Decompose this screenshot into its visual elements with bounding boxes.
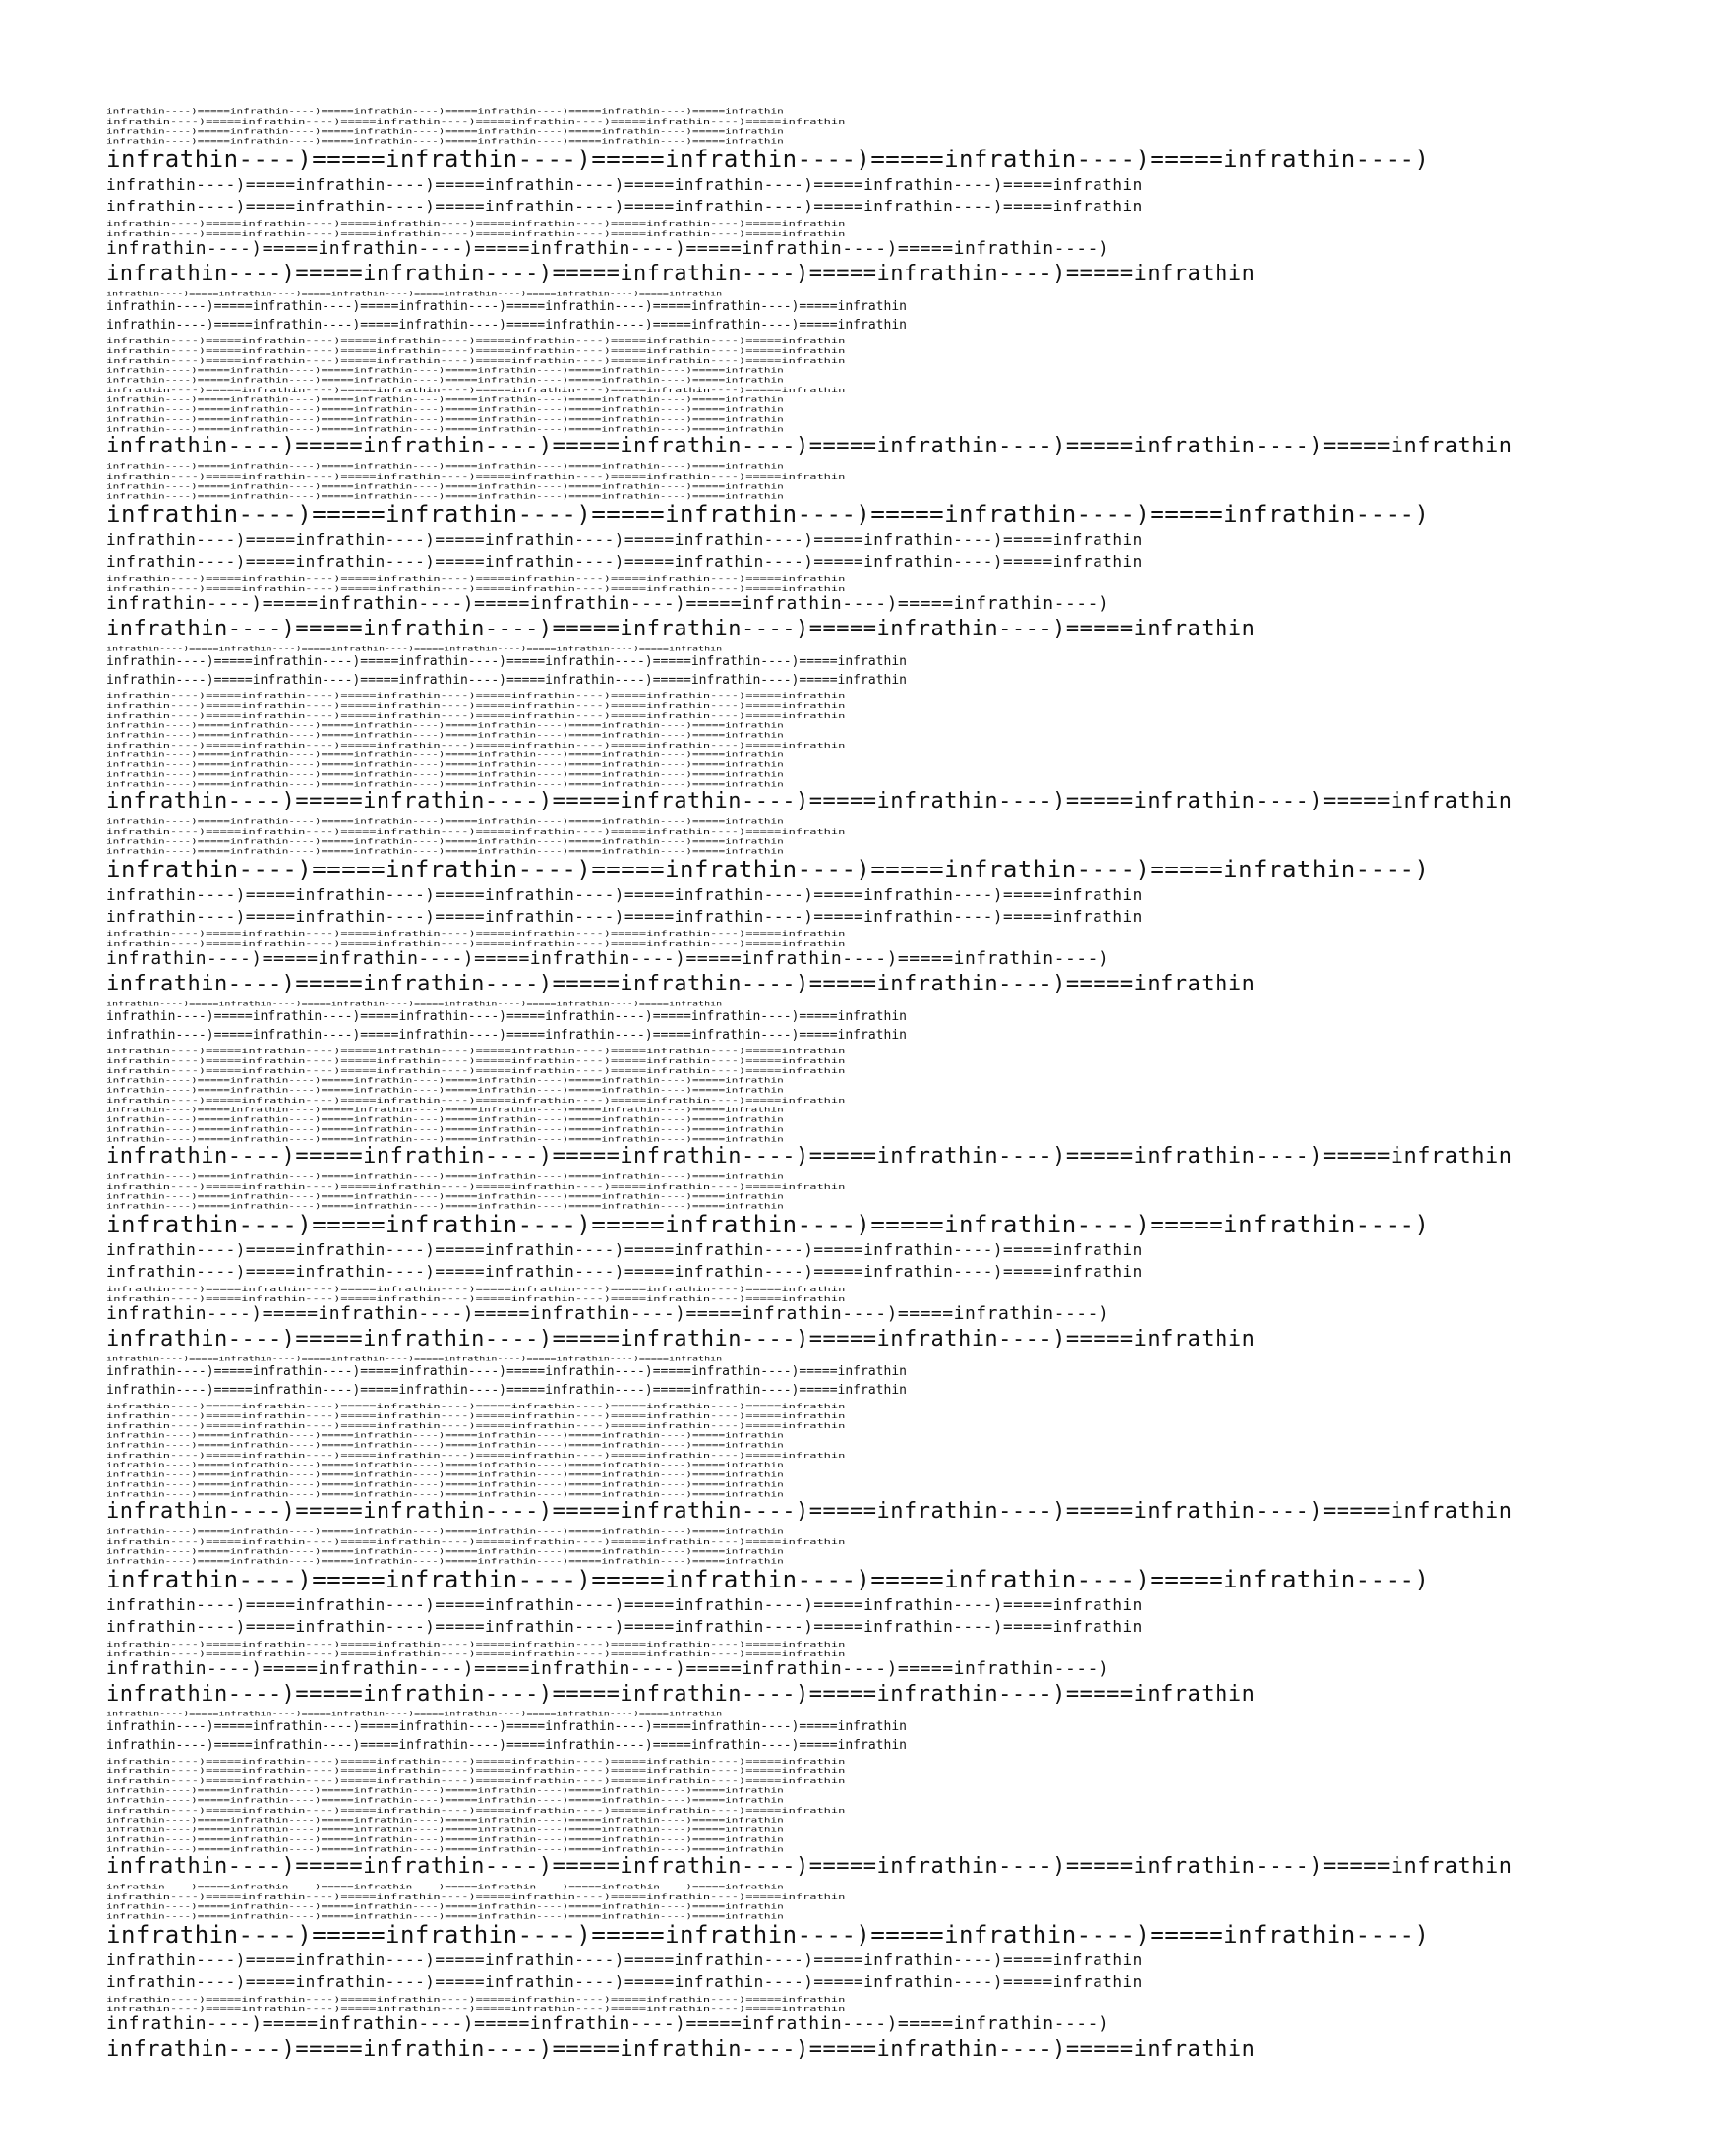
text-art-row: infrathin----)=====infrathin----)=====infrathin----)=====infrathin----)=====infrathin----) bbox=[106, 595, 1110, 613]
text-art-row: infrathin----)=====infrathin----)=====infrathin----)=====infrathin----)=====infrathin----)=====infrathin bbox=[106, 1836, 784, 1843]
text-art-row: infrathin----)=====infrathin----)=====infrathin----)=====infrathin----)=====infrathin----)=====infrathin bbox=[106, 2006, 846, 2013]
text-art-row: infrathin----)=====infrathin----)=====infrathin----)=====infrathin----)=====infrathin----)=====infrathin bbox=[106, 1097, 846, 1105]
text-art-row: infrathin----)=====infrathin----)=====infrathin----)=====infrathin----)=====infrathin----)=====infrathin bbox=[106, 732, 784, 739]
text-art-row: infrathin----)=====infrathin----)=====infrathin----)=====infrathin----)=====infrathin----) bbox=[106, 240, 1110, 258]
text-art-row: infrathin----)=====infrathin----)=====infrathin----)=====infrathin----)=====infrathin----)=====infrathin bbox=[106, 1538, 846, 1546]
text-art-row: infrathin----)=====infrathin----)=====infrathin----)=====infrathin----)=====infrathin----)=====infrathin bbox=[106, 692, 846, 700]
text-art-row: infrathin----)=====infrathin----)=====infrathin----)=====infrathin----)=====infrathin----)=====infrathin bbox=[106, 1481, 784, 1488]
text-art-row: infrathin----)=====infrathin----)=====infrathin----)=====infrathin----)=====infrathin----)=====infrathin bbox=[106, 108, 784, 115]
text-art-row: infrathin----)=====infrathin----)=====infrathin----)=====infrathin----)=====infrathin----)=====infrathin bbox=[106, 1286, 846, 1293]
text-art-row: infrathin----)=====infrathin----)=====infrathin----)=====infrathin----)=====infrathin----)=====infrathin bbox=[106, 771, 784, 778]
text-art-row: infrathin----)=====infrathin----)=====infrathin----)=====infrathin----)=====infrathin----) bbox=[106, 858, 1430, 881]
text-art-row: infrathin----)=====infrathin----)=====infrathin----)=====infrathin----)=====infrathin----)=====infrathin bbox=[106, 742, 846, 749]
text-art-row: infrathin----)=====infrathin----)=====infrathin----)=====infrathin----)=====infrathin----)=====infrathin bbox=[106, 387, 846, 394]
text-art-row: infrathin----)=====infrathin----)=====infrathin----)=====infrathin----)=====infrathin----)=====infrathin bbox=[106, 930, 846, 938]
text-art-row: infrathin----)=====infrathin----)=====infrathin----)=====infrathin----)=====infrathin----)=====infrathin bbox=[106, 357, 846, 365]
text-art-row: infrathin----)=====infrathin----)=====infrathin----)=====infrathin----)=====infrathin----)=====infrathin bbox=[106, 1001, 723, 1008]
text-art-row: infrathin----)=====infrathin----)=====infrathin----)=====infrathin----)=====infrathin----)=====infrathin bbox=[106, 554, 1143, 569]
text-art-row: infrathin----)=====infrathin----)=====infrathin----)=====infrathin----)=====infrathin----) bbox=[106, 1305, 1110, 1323]
text-art-row: infrathin----)=====infrathin----)=====infrathin----)=====infrathin----)=====infrathin----) bbox=[106, 1213, 1430, 1236]
text-art-row: infrathin----)=====infrathin----)=====infrathin----)=====infrathin----)=====infrathin----)=====infrathin bbox=[106, 751, 784, 758]
text-art-row: infrathin----)=====infrathin----)=====infrathin----)=====infrathin----)=====infrathin----)=====infrathin bbox=[106, 1403, 846, 1410]
text-art-row: infrathin----)=====infrathin----)=====infrathin----)=====infrathin----)=====infrathin----)=====infrathin bbox=[106, 1264, 1143, 1280]
text-art-row: infrathin----)=====infrathin----)=====infrathin----)=====infrathin----)=====infrathin----)=====infrathin bbox=[106, 1501, 1513, 1523]
text-art-row: infrathin----)=====infrathin----)=====infrathin----)=====infrathin----)=====infrathin----)=====infrathin bbox=[106, 426, 784, 433]
text-art-row: infrathin----)=====infrathin----)=====infrathin----)=====infrathin----)=====infrathin----)=====infrathin bbox=[106, 1996, 846, 2004]
text-art-row: infrathin----)=====infrathin----)=====infrathin----)=====infrathin----)=====infrathin----)=====infrathin bbox=[106, 319, 907, 331]
text-art-row: infrathin----)=====infrathin----)=====infrathin----)=====infrathin----)=====infrathin----)=====infrathin bbox=[106, 1711, 723, 1718]
text-art-row: infrathin----)=====infrathin----)=====infrathin----)=====infrathin----)=====infrathin----)=====infrathin bbox=[106, 818, 784, 825]
text-art-row: infrathin----)=====infrathin----)=====infrathin----)=====infrathin----)=====infrathin bbox=[106, 1684, 1256, 1706]
text-art-row: infrathin----)=====infrathin----)=====infrathin----)=====infrathin----)=====infrathin----)=====infrathin bbox=[106, 1827, 784, 1833]
text-art-row: infrathin----)=====infrathin----)=====infrathin----)=====infrathin----)=====infrathin----)=====infrathin bbox=[106, 1846, 784, 1853]
text-art-row: infrathin----)=====infrathin----)=====infrathin----)=====infrathin----)=====infrathin----)=====infrathin bbox=[106, 1491, 784, 1498]
text-art-row: infrathin----)=====infrathin----)=====infrathin----)=====infrathin----)=====infrathin----)=====infrathin bbox=[106, 781, 784, 788]
text-art-row: infrathin----)=====infrathin----)=====infrathin----)=====infrathin----)=====infrathin----)=====infrathin bbox=[106, 1295, 846, 1303]
text-art-row: infrathin----)=====infrathin----)=====infrathin----)=====infrathin----)=====infrathin----)=====infrathin bbox=[106, 838, 784, 845]
text-art-row: infrathin----)=====infrathin----)=====infrathin----)=====infrathin----)=====infrathin----)=====infrathin bbox=[106, 1548, 784, 1555]
text-art-row: infrathin----)=====infrathin----)=====infrathin----)=====infrathin----)=====infrathin----)=====infrathin bbox=[106, 1597, 1143, 1613]
text-art-row: infrathin----)=====infrathin----)=====infrathin----)=====infrathin----)=====infrathin----) bbox=[106, 1923, 1430, 1946]
text-art-row: infrathin----)=====infrathin----)=====infrathin----)=====infrathin----)=====infrathin----)=====infrathin bbox=[106, 1412, 846, 1420]
text-art-row: infrathin----)=====infrathin----)=====infrathin----)=====infrathin----)=====infrathin----)=====infrathin bbox=[106, 436, 1513, 457]
text-art-row: infrathin----)=====infrathin----)=====infrathin----)=====infrathin----)=====infrathin----)=====infrathin bbox=[106, 347, 846, 355]
text-art-row: infrathin----)=====infrathin----)=====infrathin----)=====infrathin----)=====infrathin----)=====infrathin bbox=[106, 1528, 784, 1535]
text-art-row: infrathin----)=====infrathin----)=====infrathin----)=====infrathin----)=====infrathin----)=====infrathin bbox=[106, 1136, 784, 1143]
text-art-row: infrathin----)=====infrathin----)=====infrathin----)=====infrathin----)=====infrathin----)=====infrathin bbox=[106, 791, 1513, 812]
text-art-row: infrathin----)=====infrathin----)=====infrathin----)=====infrathin----)=====infrathin----)=====infrathin bbox=[106, 1903, 784, 1910]
text-art-row: infrathin----)=====infrathin----)=====infrathin----)=====infrathin----)=====infrathin----)=====infrathin bbox=[106, 1067, 846, 1075]
text-art-row: infrathin----)=====infrathin----)=====infrathin----)=====infrathin----)=====infrathin----)=====infrathin bbox=[106, 118, 846, 126]
text-art-row: infrathin----)=====infrathin----)=====infrathin----)=====infrathin----)=====infrathin----)=====infrathin bbox=[106, 1619, 1143, 1635]
text-art-row: infrathin----)=====infrathin----)=====infrathin----)=====infrathin----)=====infrathin----)=====infrathin bbox=[106, 1432, 784, 1439]
text-art-row: infrathin----)=====infrathin----)=====infrathin----)=====infrathin----)=====infrathin----)=====infrathin bbox=[106, 300, 907, 313]
text-art-row: infrathin----)=====infrathin----)=====infrathin----)=====infrathin----)=====infrathin----)=====infrathin bbox=[106, 1817, 784, 1824]
text-art-row: infrathin----)=====infrathin----)=====infrathin----)=====infrathin----)=====infrathin----)=====infrathin bbox=[106, 1720, 907, 1733]
text-art-row: infrathin----)=====infrathin----)=====infrathin----)=====infrathin----)=====infrathin----)=====infrathin bbox=[106, 1146, 1513, 1168]
text-art-row: infrathin----)=====infrathin----)=====infrathin----)=====infrathin----)=====infrathin----)=====infrathin bbox=[106, 1173, 784, 1180]
text-art-row: infrathin----)=====infrathin----)=====infrathin----)=====infrathin----)=====infrathin----) bbox=[106, 1568, 1430, 1591]
text-art-row: infrathin----)=====infrathin----)=====infrathin----)=====infrathin----)=====infrathin----)=====infrathin bbox=[106, 406, 784, 413]
text-art-row: infrathin----)=====infrathin----)=====infrathin----)=====infrathin----)=====infrathin----)=====infrathin bbox=[106, 1365, 907, 1378]
text-art-row: infrathin----)=====infrathin----)=====infrathin----)=====infrathin----)=====infrathin----)=====infrathin bbox=[106, 377, 784, 384]
text-art-row: infrathin----)=====infrathin----)=====infrathin----)=====infrathin----)=====infrathin----)=====infrathin bbox=[106, 138, 784, 145]
text-art-row: infrathin----)=====infrathin----)=====infrathin----)=====infrathin----)=====infrathin----)=====infrathin bbox=[106, 291, 723, 298]
text-art-row: infrathin----)=====infrathin----)=====infrathin----)=====infrathin----)=====infrathin----) bbox=[106, 1660, 1110, 1678]
text-art-row: infrathin----)=====infrathin----)=====infrathin----)=====infrathin----)=====infrathin----)=====infrathin bbox=[106, 1913, 784, 1920]
text-art-row: infrathin----)=====infrathin----)=====infrathin----)=====infrathin----)=====infrathin----)=====infrathin bbox=[106, 1650, 846, 1658]
text-art-row: infrathin----)=====infrathin----)=====infrathin----)=====infrathin----)=====infrathin----)=====infrathin bbox=[106, 712, 846, 720]
text-art-row: infrathin----)=====infrathin----)=====infrathin----)=====infrathin----)=====infrathin----)=====infrathin bbox=[106, 1739, 907, 1752]
text-art-row: infrathin----)=====infrathin----)=====infrathin----)=====infrathin----)=====infrathin----)=====infrathin bbox=[106, 220, 846, 228]
text-art-row: infrathin----)=====infrathin----)=====infrathin----)=====infrathin----)=====infrathin----)=====infrathin bbox=[106, 848, 784, 855]
text-art-row: infrathin----)=====infrathin----)=====infrathin----)=====infrathin----)=====infrathin----)=====infrathin bbox=[106, 1356, 723, 1363]
text-art-row: infrathin----)=====infrathin----)=====infrathin----)=====infrathin----)=====infrathin----)=====infrathin bbox=[106, 396, 784, 403]
text-art-row: infrathin----)=====infrathin----)=====infrathin----)=====infrathin----)=====infrathin----)=====infrathin bbox=[106, 1116, 784, 1123]
text-art-row: infrathin----)=====infrathin----)=====infrathin----)=====infrathin----)=====infrathin----)=====infrathin bbox=[106, 1777, 846, 1785]
text-art-row: infrathin----)=====infrathin----)=====infrathin----)=====infrathin----)=====infrathin----)=====infrathin bbox=[106, 1087, 784, 1094]
text-art-row: infrathin----)=====infrathin----)=====infrathin----)=====infrathin----)=====infrathin----) bbox=[106, 950, 1110, 968]
text-art-row: infrathin----)=====infrathin----)=====infrathin----)=====infrathin----)=====infrathin----)=====infrathin bbox=[106, 1077, 784, 1084]
text-art-row: infrathin----)=====infrathin----)=====infrathin----)=====infrathin----)=====infrathin----)=====infrathin bbox=[106, 337, 846, 345]
text-art-row: infrathin----)=====infrathin----)=====infrathin----)=====infrathin----)=====infrathin----)=====infrathin bbox=[106, 1126, 784, 1133]
text-art-row: infrathin----)=====infrathin----)=====infrathin----)=====infrathin----)=====infrathin----)=====infrathin bbox=[106, 1952, 1143, 1968]
text-art-row: infrathin----)=====infrathin----)=====infrathin----)=====infrathin----)=====infrathin----)=====infrathin bbox=[106, 1203, 784, 1210]
text-art-row: infrathin----)=====infrathin----)=====infrathin----)=====infrathin----)=====infrathin----)=====infrathin bbox=[106, 655, 907, 668]
text-art-row: infrathin----)=====infrathin----)=====infrathin----)=====infrathin----)=====infrathin----)=====infrathin bbox=[106, 128, 784, 135]
text-art-row: infrathin----)=====infrathin----)=====infrathin----)=====infrathin----)=====infrathin----)=====infrathin bbox=[106, 722, 784, 729]
text-art-row: infrathin----)=====infrathin----)=====infrathin----)=====infrathin----)=====infrathin----)=====infrathin bbox=[106, 1442, 784, 1449]
text-art-row: infrathin----)=====infrathin----)=====infrathin----)=====infrathin----)=====infrathin----)=====infrathin bbox=[106, 585, 846, 593]
text-art-row: infrathin----)=====infrathin----)=====infrathin----)=====infrathin----)=====infrathin----) bbox=[106, 148, 1430, 171]
text-art-row: infrathin----)=====infrathin----)=====infrathin----)=====infrathin----)=====infrathin----)=====infrathin bbox=[106, 1057, 846, 1065]
text-art-row: infrathin----)=====infrathin----)=====infrathin----)=====infrathin----)=====infrathin----)=====infrathin bbox=[106, 493, 784, 500]
text-art-row: infrathin----)=====infrathin----)=====infrathin----)=====infrathin----)=====infrathin----)=====infrathin bbox=[106, 367, 784, 374]
text-art-row: infrathin----)=====infrathin----)=====infrathin----)=====infrathin----)=====infrathin----) bbox=[106, 2015, 1110, 2033]
text-art-row: infrathin----)=====infrathin----)=====infrathin----)=====infrathin----)=====infrathin----)=====infrathin bbox=[106, 1758, 846, 1766]
text-art-row: infrathin----)=====infrathin----)=====infrathin----)=====infrathin----)=====infrathin----)=====infrathin bbox=[106, 416, 784, 423]
text-art-row: infrathin----)=====infrathin----)=====infrathin----)=====infrathin----)=====infrathin----)=====infrathin bbox=[106, 230, 846, 238]
text-art-row: infrathin----)=====infrathin----)=====infrathin----)=====infrathin----)=====infrathin----)=====infrathin bbox=[106, 1242, 1143, 1258]
text-art-row: infrathin----)=====infrathin----)=====infrathin----)=====infrathin----)=====infrathin----)=====infrathin bbox=[106, 1193, 784, 1200]
text-art-row: infrathin----)=====infrathin----)=====infrathin----)=====infrathin----)=====infrathin----)=====infrathin bbox=[106, 1422, 846, 1430]
text-art-row: infrathin----)=====infrathin----)=====infrathin----)=====infrathin----)=====infrathin----)=====infrathin bbox=[106, 1856, 1513, 1878]
text-art-row: infrathin----)=====infrathin----)=====infrathin----)=====infrathin----)=====infrathin bbox=[106, 264, 1256, 285]
text-art-row: infrathin----)=====infrathin----)=====infrathin----)=====infrathin----)=====infrathin----)=====infrathin bbox=[106, 1048, 846, 1055]
text-art-row: infrathin----)=====infrathin----)=====infrathin----)=====infrathin----)=====infrathin----)=====infrathin bbox=[106, 674, 907, 687]
text-art-row: infrathin----)=====infrathin----)=====infrathin----)=====infrathin----)=====infrathin----)=====infrathin bbox=[106, 940, 846, 948]
text-art-row: infrathin----)=====infrathin----)=====infrathin----)=====infrathin----)=====infrathin----)=====infrathin bbox=[106, 1471, 784, 1478]
text-art-row: infrathin----)=====infrathin----)=====infrathin----)=====infrathin----)=====infrathin----)=====infrathin bbox=[106, 1797, 784, 1804]
text-art-row: infrathin----)=====infrathin----)=====infrathin----)=====infrathin----)=====infrathin----)=====infrathin bbox=[106, 1452, 846, 1460]
text-art-row: infrathin----)=====infrathin----)=====infrathin----)=====infrathin----)=====infrathin bbox=[106, 974, 1256, 995]
text-art-row: infrathin----)=====infrathin----)=====infrathin----)=====infrathin----)=====infrathin----)=====infrathin bbox=[106, 575, 846, 583]
text-art-row: infrathin----)=====infrathin----)=====infrathin----)=====infrathin----)=====infrathin----)=====infrathin bbox=[106, 1641, 846, 1648]
text-art-row: infrathin----)=====infrathin----)=====infrathin----)=====infrathin----)=====infrathin----)=====infrathin bbox=[106, 909, 1143, 925]
text-art-row: infrathin----)=====infrathin----)=====infrathin----)=====infrathin----)=====infrathin----)=====infrathin bbox=[106, 483, 784, 490]
text-art-row: infrathin----)=====infrathin----)=====infrathin----)=====infrathin----)=====infrathin----)=====infrathin bbox=[106, 1462, 784, 1468]
text-art-row: infrathin----)=====infrathin----)=====infrathin----)=====infrathin----)=====infrathin bbox=[106, 2039, 1256, 2061]
text-art-row: infrathin----)=====infrathin----)=====infrathin----)=====infrathin----)=====infrathin----)=====infrathin bbox=[106, 1787, 784, 1794]
text-art-row: infrathin----)=====infrathin----)=====infrathin----)=====infrathin----)=====infrathin bbox=[106, 1329, 1256, 1350]
text-art-row: infrathin----)=====infrathin----)=====infrathin----)=====infrathin----)=====infrathin----)=====infrathin bbox=[106, 532, 1143, 548]
text-art-row: infrathin----)=====infrathin----)=====infrathin----)=====infrathin----)=====infrathin----)=====infrathin bbox=[106, 1974, 1143, 1990]
text-art-row: infrathin----)=====infrathin----)=====infrathin----)=====infrathin----)=====infrathin----)=====infrathin bbox=[106, 828, 846, 836]
text-art-row: infrathin----)=====infrathin----)=====infrathin----)=====infrathin----)=====infrathin----)=====infrathin bbox=[106, 1010, 907, 1023]
text-art-row: infrathin----)=====infrathin----)=====infrathin----)=====infrathin----)=====infrathin----)=====infrathin bbox=[106, 1183, 846, 1191]
text-art-row: infrathin----)=====infrathin----)=====infrathin----)=====infrathin----)=====infrathin----)=====infrathin bbox=[106, 702, 846, 710]
text-art-row: infrathin----)=====infrathin----)=====infrathin----)=====infrathin----)=====infrathin----)=====infrathin bbox=[106, 177, 1143, 193]
text-art-row: infrathin----)=====infrathin----)=====infrathin----)=====infrathin----)=====infrathin----) bbox=[106, 503, 1430, 526]
text-art-sheet bbox=[106, 108, 1611, 2066]
text-art-row: infrathin----)=====infrathin----)=====infrathin----)=====infrathin----)=====infrathin----)=====infrathin bbox=[106, 463, 784, 470]
text-art-row: infrathin----)=====infrathin----)=====infrathin----)=====infrathin----)=====infrathin----)=====infrathin bbox=[106, 1767, 846, 1775]
text-art-row: infrathin----)=====infrathin----)=====infrathin----)=====infrathin----)=====infrathin----)=====infrathin bbox=[106, 1107, 784, 1113]
text-art-row: infrathin----)=====infrathin----)=====infrathin----)=====infrathin----)=====infrathin----)=====infrathin bbox=[106, 1384, 907, 1397]
text-art-row: infrathin----)=====infrathin----)=====infrathin----)=====infrathin----)=====infrathin bbox=[106, 619, 1256, 640]
text-art-row: infrathin----)=====infrathin----)=====infrathin----)=====infrathin----)=====infrathin----)=====infrathin bbox=[106, 761, 784, 768]
text-art-row: infrathin----)=====infrathin----)=====infrathin----)=====infrathin----)=====infrathin----)=====infrathin bbox=[106, 1807, 846, 1815]
text-art-row: infrathin----)=====infrathin----)=====infrathin----)=====infrathin----)=====infrathin----)=====infrathin bbox=[106, 1558, 784, 1565]
text-art-row: infrathin----)=====infrathin----)=====infrathin----)=====infrathin----)=====infrathin----)=====infrathin bbox=[106, 1884, 784, 1890]
text-art-row: infrathin----)=====infrathin----)=====infrathin----)=====infrathin----)=====infrathin----)=====infrathin bbox=[106, 1893, 846, 1901]
text-art-row: infrathin----)=====infrathin----)=====infrathin----)=====infrathin----)=====infrathin----)=====infrathin bbox=[106, 473, 846, 481]
text-art-row: infrathin----)=====infrathin----)=====infrathin----)=====infrathin----)=====infrathin----)=====infrathin bbox=[106, 646, 723, 653]
text-art-row: infrathin----)=====infrathin----)=====infrathin----)=====infrathin----)=====infrathin----)=====infrathin bbox=[106, 1029, 907, 1042]
text-art-row: infrathin----)=====infrathin----)=====infrathin----)=====infrathin----)=====infrathin----)=====infrathin bbox=[106, 887, 1143, 903]
text-art-row: infrathin----)=====infrathin----)=====infrathin----)=====infrathin----)=====infrathin----)=====infrathin bbox=[106, 199, 1143, 214]
